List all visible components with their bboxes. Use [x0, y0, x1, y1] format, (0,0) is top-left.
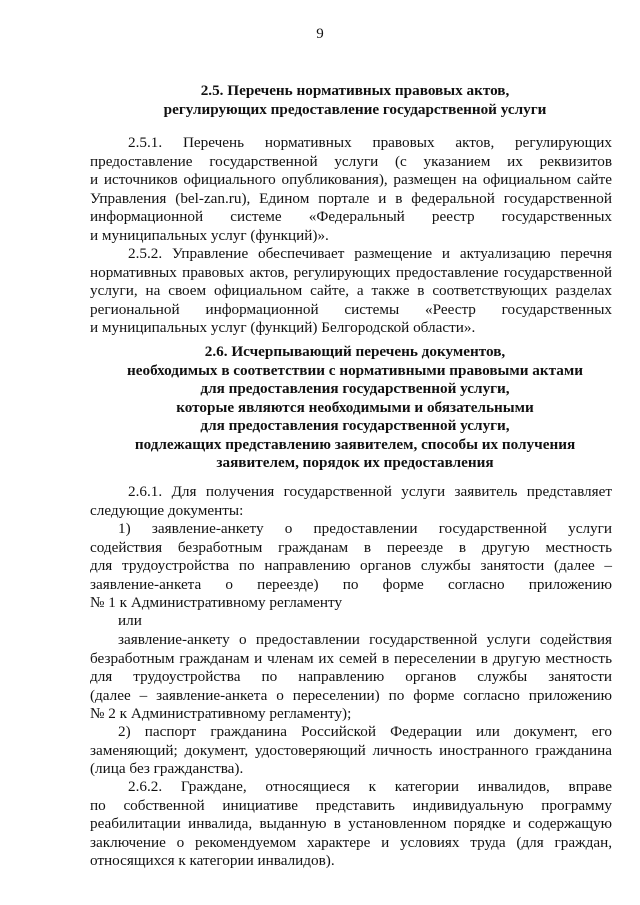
text-line: 2.6.2. Граждане, относящиеся к категории инвалидов, вправе: [128, 778, 612, 795]
text-line: следующие документы:: [90, 501, 244, 519]
text-line: и муниципальных услуг (функций) Белгородской области».: [90, 319, 476, 336]
text-line: Управления (bel-zan.ru), Едином портале и в федеральной государственной: [90, 189, 612, 207]
text-line: 1) заявление-анкету о предоставлении государственной услуги: [118, 520, 612, 537]
list-item-1: [90, 520, 612, 613]
text-line: услуги, на своем официальном сайте, а также в соответствующих разделах: [90, 282, 612, 299]
section-2-5-title: [90, 82, 620, 119]
text-line: для трудоустройства по направлению органов службы занятости: [90, 668, 612, 685]
paragraph-2-5-2: [90, 245, 612, 338]
text-line: (лица без гражданства).: [90, 760, 244, 777]
text-line: содействия безработным гражданам в переезде в другую местность: [90, 538, 612, 556]
text-line: информационной системе «Федеральный реестр государственных: [90, 208, 612, 225]
page-number: 9: [316, 26, 324, 42]
paragraph-2-6-1: [90, 483, 612, 520]
text-line: заявление-анкета о переезде) по форме согласно приложению: [90, 575, 612, 593]
title-line: регулирующих предоставление государственной услуги: [163, 100, 547, 118]
text-line: для трудоустройства по направлению органов службы занятости (далее –: [90, 557, 612, 574]
text-line: безработным гражданам и членам их семей в переселении в другую местность: [90, 649, 612, 667]
text-line: относящихся к категории инвалидов).: [90, 852, 335, 869]
title-line: подлежащих представлению заявителем, способы их получения: [134, 435, 576, 453]
list-item-2: [90, 723, 612, 779]
text-line: региональной информационной системы «Реестр государственных: [90, 300, 612, 318]
text-line: и источников официального опубликования), размещен на официальном сайте: [90, 171, 612, 188]
section-2-6-title: [90, 343, 620, 473]
text-line: № 1 к Административному регламенту: [90, 594, 343, 611]
text-line: заключение о рекомендуемом характере и условиях труда (для граждан,: [90, 833, 612, 851]
title-line: необходимых в соответствии с нормативными правовыми актами: [127, 361, 583, 379]
text-line: и муниципальных услуг (функций)».: [90, 226, 329, 244]
title-line: 2.5. Перечень нормативных правовых актов,: [200, 82, 510, 99]
text-line: заменяющий; документ, удостоверяющий личность иностранного гражданина: [90, 741, 612, 759]
text-line: по собственной инициативе представить индивидуальную программу: [90, 796, 612, 814]
text-line: заявление-анкету о предоставлении государственной услуги содействия: [118, 631, 612, 648]
paragraph-2-5-1: [90, 134, 612, 245]
title-line: которые являются необходимыми и обязательными: [176, 398, 534, 416]
text-line: 2.5.1. Перечень нормативных правовых актов, регулирующих: [128, 134, 612, 151]
paragraph-2-6-2: [90, 778, 612, 871]
text-line: предоставление государственной услуги (с указанием их реквизитов: [90, 152, 612, 170]
or-separator: [90, 612, 612, 631]
list-item-1-alternative: [90, 631, 612, 724]
text-line: (далее – заявление-анкета о переселении) по форме согласно приложению: [90, 686, 612, 704]
title-line: заявителем, порядок их предоставления: [216, 454, 494, 471]
text-line: реабилитации инвалида, выданную в установленном порядке и содержащую: [90, 815, 612, 832]
text-line: 2) паспорт гражданина Российской Федерации или документ, его: [118, 723, 612, 740]
title-line: 2.6. Исчерпывающий перечень документов,: [204, 343, 506, 360]
text-line: или: [118, 612, 142, 629]
title-line: для предоставления государственной услуги,: [200, 417, 510, 434]
text-line: 2.5.2. Управление обеспечивает размещение и актуализацию перечня: [128, 245, 612, 262]
title-line: для предоставления государственной услуги,: [200, 380, 510, 397]
text-line: нормативных правовых актов, регулирующих предоставление государственной: [90, 263, 612, 281]
text-line: 2.6.1. Для получения государственной услуги заявитель представляет: [128, 483, 612, 500]
text-line: № 2 к Административному регламенту);: [90, 705, 352, 722]
